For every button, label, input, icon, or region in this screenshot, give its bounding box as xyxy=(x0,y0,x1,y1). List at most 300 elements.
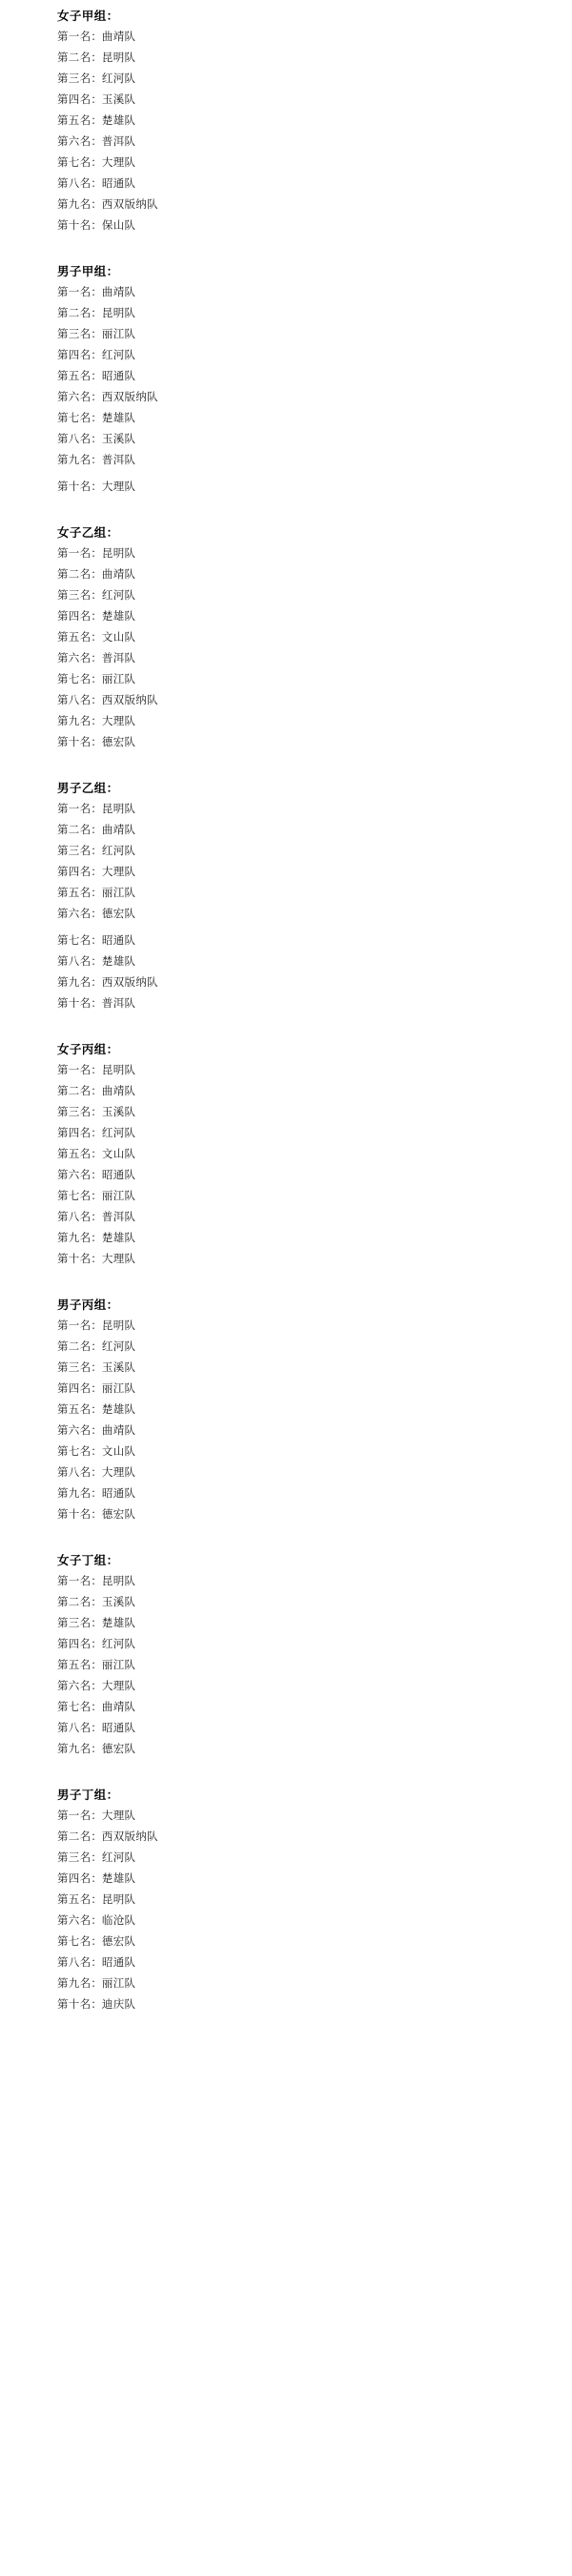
rank-team: 德宏队 xyxy=(101,1509,136,1521)
rank-item xyxy=(57,366,572,387)
rank-team: 玉溪队 xyxy=(101,434,136,445)
rank-item xyxy=(57,711,572,732)
rank-separator: ： xyxy=(91,1681,102,1692)
rank-place: 第七名 xyxy=(57,413,92,424)
rank-item xyxy=(57,1337,572,1358)
rank-team: 大理队 xyxy=(101,1254,136,1265)
rank-separator: ： xyxy=(91,1212,102,1223)
rank-team: 普洱队 xyxy=(101,998,136,1010)
rank-team: 普洱队 xyxy=(101,1212,136,1223)
rank-place: 第七名 xyxy=(57,1702,92,1713)
rank-item xyxy=(57,90,572,111)
rank-place: 第三名 xyxy=(57,1107,92,1118)
rank-item xyxy=(57,669,572,690)
rank-item xyxy=(57,799,572,820)
rank-item xyxy=(57,1869,572,1890)
rank-separator: ： xyxy=(91,632,102,644)
rank-team: 楚雄队 xyxy=(101,1233,136,1244)
rank-item xyxy=(57,690,572,711)
rank-team: 西双版纳队 xyxy=(101,977,158,989)
rank-place: 第七名 xyxy=(57,157,92,169)
rank-item xyxy=(57,1462,572,1483)
rank-separator: ： xyxy=(91,1107,102,1118)
rank-separator: ： xyxy=(91,1254,102,1265)
rank-list xyxy=(0,1316,572,1525)
rank-place: 第五名 xyxy=(57,1404,92,1416)
rank-team: 玉溪队 xyxy=(101,1597,136,1608)
rank-team: 丽江队 xyxy=(101,1660,136,1671)
rank-separator: ： xyxy=(91,548,102,560)
rank-team: 楚雄队 xyxy=(101,956,136,968)
rank-team: 丽江队 xyxy=(101,329,136,340)
rank-separator: ： xyxy=(91,935,102,947)
rank-team: 曲靖队 xyxy=(101,825,136,836)
rank-team: 昆明队 xyxy=(101,308,136,319)
rank-team: 楚雄队 xyxy=(101,1618,136,1629)
rank-separator: ： xyxy=(91,371,102,382)
rank-separator: ： xyxy=(91,350,102,361)
rank-separator: ： xyxy=(91,287,102,298)
rank-team: 玉溪队 xyxy=(101,94,136,106)
rank-separator: ： xyxy=(91,1086,102,1097)
rank-separator: ： xyxy=(91,199,102,211)
rank-item xyxy=(57,174,572,194)
rank-team: 昭通队 xyxy=(101,1488,136,1500)
rank-separator: ： xyxy=(91,1852,102,1864)
rank-team: 西双版纳队 xyxy=(101,1831,158,1843)
rank-place: 第九名 xyxy=(57,1978,92,1990)
rank-separator: ： xyxy=(91,1191,102,1202)
rank-item xyxy=(57,1207,572,1228)
rank-place: 第五名 xyxy=(57,1660,92,1671)
rank-team: 楚雄队 xyxy=(101,611,136,623)
rank-place: 第六名 xyxy=(57,136,92,148)
rank-separator: ： xyxy=(91,1810,102,1822)
rank-separator: ： xyxy=(91,481,102,493)
rank-place: 第三名 xyxy=(57,846,92,857)
result-group xyxy=(0,1039,572,1270)
rank-separator: ： xyxy=(91,1149,102,1160)
rank-team: 普洱队 xyxy=(101,136,136,148)
rank-place: 第五名 xyxy=(57,115,92,127)
result-group xyxy=(0,522,572,753)
rank-team: 曲靖队 xyxy=(101,31,136,43)
rank-item xyxy=(57,1123,572,1144)
rank-item xyxy=(57,1165,572,1186)
rank-item xyxy=(57,993,572,1014)
rank-item xyxy=(57,1932,572,1952)
rank-separator: ： xyxy=(91,1446,102,1458)
rank-separator: ： xyxy=(91,737,102,748)
rank-place: 第十名 xyxy=(57,737,92,748)
rank-item xyxy=(57,1655,572,1676)
rank-list xyxy=(0,1806,572,2015)
rank-separator: ： xyxy=(91,52,102,64)
rank-item xyxy=(57,408,572,429)
rank-team: 曲靖队 xyxy=(101,569,136,581)
rank-separator: ： xyxy=(91,434,102,445)
rank-team: 昆明队 xyxy=(101,1320,136,1332)
rank-place: 第二名 xyxy=(57,825,92,836)
rank-item xyxy=(57,1102,572,1123)
rank-separator: ： xyxy=(91,136,102,148)
rank-separator: ： xyxy=(91,1618,102,1629)
rank-item xyxy=(57,324,572,345)
rank-item xyxy=(57,1571,572,1592)
rank-item xyxy=(57,477,572,498)
rank-list xyxy=(0,543,572,753)
rank-team: 玉溪队 xyxy=(101,1362,136,1374)
rank-separator: ： xyxy=(91,590,102,602)
rank-separator: ： xyxy=(91,1425,102,1437)
rank-item xyxy=(57,732,572,753)
rank-item xyxy=(57,1441,572,1462)
rank-place: 第七名 xyxy=(57,674,92,685)
rank-team: 西双版纳队 xyxy=(101,199,158,211)
rank-team: 文山队 xyxy=(101,1149,136,1160)
rank-list xyxy=(0,27,572,236)
rank-separator: ： xyxy=(91,1170,102,1181)
rank-separator: ： xyxy=(91,178,102,190)
rank-item xyxy=(57,1676,572,1697)
rank-team: 大理队 xyxy=(101,867,136,878)
rank-place: 第四名 xyxy=(57,94,92,106)
rank-separator: ： xyxy=(91,1488,102,1500)
rank-separator: ： xyxy=(91,1744,102,1755)
rank-separator: ： xyxy=(91,1128,102,1139)
rank-separator: ： xyxy=(91,1873,102,1885)
rank-place: 第四名 xyxy=(57,1873,92,1885)
rank-team: 红河队 xyxy=(101,590,136,602)
rank-place: 第二名 xyxy=(57,308,92,319)
rank-team: 昆明队 xyxy=(101,1894,136,1906)
rank-separator: ： xyxy=(91,94,102,106)
rank-place: 第七名 xyxy=(57,1936,92,1948)
rank-separator: ： xyxy=(91,1065,102,1076)
rank-place: 第六名 xyxy=(57,653,92,664)
rank-place: 第一名 xyxy=(57,1810,92,1822)
rank-list xyxy=(0,282,572,498)
rank-list xyxy=(0,1060,572,1270)
rank-place: 第五名 xyxy=(57,1894,92,1906)
rank-team: 大理队 xyxy=(101,1467,136,1479)
rank-separator: ： xyxy=(91,825,102,836)
rank-place: 第二名 xyxy=(57,1341,92,1353)
rank-separator: ： xyxy=(91,1936,102,1948)
result-group xyxy=(0,778,572,1014)
rank-item xyxy=(57,1718,572,1739)
rank-place: 第四名 xyxy=(57,1383,92,1395)
result-group xyxy=(0,1295,572,1525)
rank-place: 第七名 xyxy=(57,935,92,947)
rank-place: 第八名 xyxy=(57,434,92,445)
rank-place: 第六名 xyxy=(57,1425,92,1437)
rank-separator: ： xyxy=(91,1999,102,2011)
rank-place: 第四名 xyxy=(57,867,92,878)
rank-place: 第五名 xyxy=(57,632,92,644)
rank-separator: ： xyxy=(91,1831,102,1843)
rank-team: 文山队 xyxy=(101,1446,136,1458)
rank-place: 第九名 xyxy=(57,1744,92,1755)
rank-team: 大理队 xyxy=(101,716,136,727)
rank-place: 第四名 xyxy=(57,350,92,361)
rank-team: 红河队 xyxy=(101,73,136,85)
rank-separator: ： xyxy=(91,392,102,403)
rank-place: 第十名 xyxy=(57,481,92,493)
rank-item xyxy=(57,564,572,585)
rank-item xyxy=(57,132,572,153)
rank-place: 第二名 xyxy=(57,1086,92,1097)
rank-item xyxy=(57,543,572,564)
rank-list xyxy=(0,1571,572,1760)
rank-team: 德宏队 xyxy=(101,909,136,920)
rank-place: 第一名 xyxy=(57,804,92,815)
rank-separator: ： xyxy=(91,867,102,878)
rank-item xyxy=(57,841,572,862)
rank-team: 楚雄队 xyxy=(101,115,136,127)
rank-team: 昆明队 xyxy=(101,804,136,815)
rank-separator: ： xyxy=(91,1957,102,1969)
rank-item xyxy=(57,345,572,366)
rank-separator: ： xyxy=(91,674,102,685)
rank-place: 第三名 xyxy=(57,73,92,85)
rank-place: 第六名 xyxy=(57,1170,92,1181)
rank-team: 红河队 xyxy=(101,846,136,857)
rank-item xyxy=(57,69,572,90)
rank-separator: ： xyxy=(91,998,102,1010)
rank-item xyxy=(57,27,572,48)
group-title: 男子丁组： xyxy=(57,1789,119,1802)
rank-place: 第九名 xyxy=(57,716,92,727)
rank-place: 第八名 xyxy=(57,1957,92,1969)
rank-place: 第八名 xyxy=(57,695,92,706)
rank-item xyxy=(57,1697,572,1718)
rank-list xyxy=(0,799,572,1014)
rank-place: 第三名 xyxy=(57,1362,92,1374)
rank-item xyxy=(57,904,572,925)
rank-place: 第五名 xyxy=(57,371,92,382)
rank-item xyxy=(57,1890,572,1911)
rank-separator: ： xyxy=(91,115,102,127)
rank-place: 第六名 xyxy=(57,392,92,403)
rank-place: 第九名 xyxy=(57,1233,92,1244)
rank-place: 第四名 xyxy=(57,1639,92,1650)
rank-team: 昭通队 xyxy=(101,1170,136,1181)
rank-team: 大理队 xyxy=(101,157,136,169)
rank-separator: ： xyxy=(91,611,102,623)
rank-team: 红河队 xyxy=(101,1852,136,1864)
rank-separator: ： xyxy=(91,653,102,664)
rank-team: 丽江队 xyxy=(101,888,136,899)
rank-team: 楚雄队 xyxy=(101,1404,136,1416)
rank-team: 普洱队 xyxy=(101,653,136,664)
rank-item xyxy=(57,1973,572,1994)
rank-separator: ： xyxy=(91,1978,102,1990)
group-title: 男子甲组： xyxy=(57,265,119,278)
rank-team: 迪庆队 xyxy=(101,1999,136,2011)
rank-place: 第一名 xyxy=(57,1320,92,1332)
rank-team: 大理队 xyxy=(101,481,136,493)
rank-team: 昭通队 xyxy=(101,1957,136,1969)
rank-place: 第二名 xyxy=(57,52,92,64)
rank-item xyxy=(57,450,572,471)
rank-team: 大理队 xyxy=(101,1681,136,1692)
rank-item xyxy=(57,1400,572,1421)
rank-item xyxy=(57,282,572,303)
rank-separator: ： xyxy=(91,329,102,340)
rank-place: 第一名 xyxy=(57,31,92,43)
rank-team: 红河队 xyxy=(101,350,136,361)
rank-team: 红河队 xyxy=(101,1639,136,1650)
rank-item xyxy=(57,1827,572,1848)
rank-place: 第一名 xyxy=(57,1065,92,1076)
rank-separator: ： xyxy=(91,1597,102,1608)
rank-place: 第三名 xyxy=(57,329,92,340)
rank-team: 昆明队 xyxy=(101,52,136,64)
rank-separator: ： xyxy=(91,569,102,581)
rank-item xyxy=(57,387,572,408)
rank-separator: ： xyxy=(91,1362,102,1374)
rank-separator: ： xyxy=(91,1341,102,1353)
rank-team: 昆明队 xyxy=(101,1576,136,1587)
group-title: 女子甲组： xyxy=(57,10,119,23)
rank-place: 第一名 xyxy=(57,287,92,298)
rank-separator: ： xyxy=(91,1404,102,1416)
rank-team: 德宏队 xyxy=(101,1744,136,1755)
rank-place: 第一名 xyxy=(57,1576,92,1587)
rank-item xyxy=(57,1228,572,1249)
result-group xyxy=(0,261,572,498)
rank-separator: ： xyxy=(91,846,102,857)
result-group xyxy=(0,1785,572,2015)
rank-separator: ： xyxy=(91,695,102,706)
rank-item xyxy=(57,215,572,236)
rank-separator: ： xyxy=(91,1660,102,1671)
rank-item xyxy=(57,1316,572,1337)
rank-place: 第八名 xyxy=(57,1212,92,1223)
rank-item xyxy=(57,1379,572,1400)
rank-item xyxy=(57,1994,572,2015)
rank-separator: ： xyxy=(91,308,102,319)
rank-team: 曲靖队 xyxy=(101,1425,136,1437)
rank-team: 丽江队 xyxy=(101,1383,136,1395)
rank-item xyxy=(57,1081,572,1102)
rank-team: 曲靖队 xyxy=(101,1702,136,1713)
rank-team: 丽江队 xyxy=(101,1191,136,1202)
rank-place: 第九名 xyxy=(57,977,92,989)
rank-item xyxy=(57,153,572,174)
rank-separator: ： xyxy=(91,73,102,85)
rank-item xyxy=(57,1060,572,1081)
rank-team: 德宏队 xyxy=(101,737,136,748)
rank-separator: ： xyxy=(91,888,102,899)
rank-item xyxy=(57,883,572,904)
rank-place: 第三名 xyxy=(57,590,92,602)
rank-item xyxy=(57,1483,572,1504)
rank-team: 德宏队 xyxy=(101,1936,136,1948)
rank-place: 第二名 xyxy=(57,569,92,581)
rank-team: 曲靖队 xyxy=(101,287,136,298)
rank-item xyxy=(57,972,572,993)
rank-separator: ： xyxy=(91,1509,102,1521)
rank-place: 第六名 xyxy=(57,1915,92,1927)
rank-team: 临沧队 xyxy=(101,1915,136,1927)
rank-separator: ： xyxy=(91,220,102,232)
rank-place: 第四名 xyxy=(57,611,92,623)
rank-place: 第九名 xyxy=(57,455,92,466)
rank-item xyxy=(57,1186,572,1207)
rank-team: 红河队 xyxy=(101,1341,136,1353)
rank-separator: ： xyxy=(91,1383,102,1395)
rank-team: 大理队 xyxy=(101,1810,136,1822)
rank-team: 丽江队 xyxy=(101,1978,136,1990)
rank-separator: ： xyxy=(91,716,102,727)
rank-item xyxy=(57,606,572,627)
rank-team: 文山队 xyxy=(101,632,136,644)
rank-place: 第一名 xyxy=(57,548,92,560)
rank-item xyxy=(57,48,572,69)
rank-place: 第十名 xyxy=(57,1254,92,1265)
rank-item xyxy=(57,1739,572,1760)
rank-separator: ： xyxy=(91,1723,102,1734)
rank-place: 第六名 xyxy=(57,1681,92,1692)
result-group xyxy=(0,1550,572,1760)
rank-team: 丽江队 xyxy=(101,674,136,685)
rank-place: 第二名 xyxy=(57,1597,92,1608)
rank-item xyxy=(57,1952,572,1973)
rank-team: 楚雄队 xyxy=(101,1873,136,1885)
rank-item xyxy=(57,1806,572,1827)
rank-separator: ： xyxy=(91,977,102,989)
rank-item xyxy=(57,585,572,606)
rank-item xyxy=(57,1592,572,1613)
rank-team: 玉溪队 xyxy=(101,1107,136,1118)
rank-item xyxy=(57,862,572,883)
rank-team: 昆明队 xyxy=(101,548,136,560)
rank-separator: ： xyxy=(91,1639,102,1650)
rank-item xyxy=(57,820,572,841)
rank-separator: ： xyxy=(91,956,102,968)
rank-item xyxy=(57,303,572,324)
rank-place: 第九名 xyxy=(57,199,92,211)
rank-place: 第四名 xyxy=(57,1128,92,1139)
rank-team: 红河队 xyxy=(101,1128,136,1139)
rank-item xyxy=(57,194,572,215)
rank-item xyxy=(57,1421,572,1441)
group-title: 男子乙组： xyxy=(57,782,119,795)
rank-separator: ： xyxy=(91,157,102,169)
rank-item xyxy=(57,1504,572,1525)
rank-separator: ： xyxy=(91,1233,102,1244)
rank-separator: ： xyxy=(91,1915,102,1927)
rank-place: 第十名 xyxy=(57,220,92,232)
rank-place: 第十名 xyxy=(57,998,92,1010)
rank-item xyxy=(57,429,572,450)
rank-place: 第三名 xyxy=(57,1618,92,1629)
group-title: 女子丁组： xyxy=(57,1554,119,1567)
rank-separator: ： xyxy=(91,1320,102,1332)
result-group xyxy=(0,6,572,236)
rank-item xyxy=(57,1848,572,1869)
rank-item xyxy=(57,1144,572,1165)
rank-team: 昭通队 xyxy=(101,178,136,190)
rank-team: 西双版纳队 xyxy=(101,392,158,403)
rank-separator: ： xyxy=(91,413,102,424)
rank-place: 第八名 xyxy=(57,956,92,968)
rank-separator: ： xyxy=(91,455,102,466)
rank-separator: ： xyxy=(91,1576,102,1587)
rank-place: 第九名 xyxy=(57,1488,92,1500)
